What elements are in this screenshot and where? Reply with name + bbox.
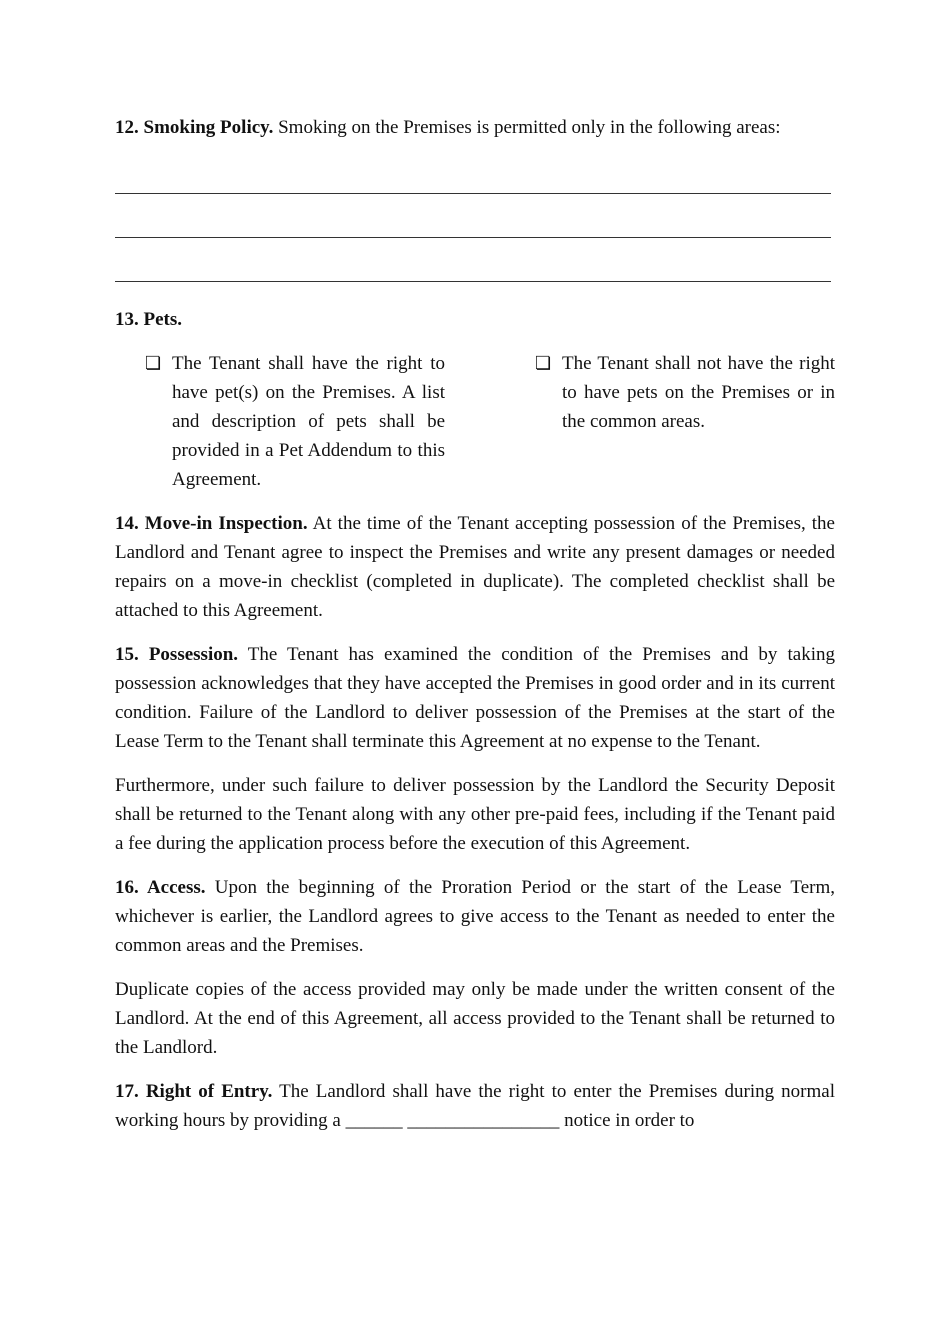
section-16-text: Upon the beginning of the Proration Period or the start of the Lease Term, whichever is earlier, the Landlord agrees to give access to the Tenant as needed to enter the common areas and the Premises.	[115, 877, 835, 956]
checkbox-icon[interactable]: ❏	[145, 353, 162, 374]
pets-options	[115, 349, 835, 494]
smoking-area-blank-line-3[interactable]	[115, 281, 831, 282]
section-16-heading: 16. Access.	[115, 877, 206, 898]
section-12-smoking-policy	[115, 113, 835, 142]
section-17-heading: 17. Right of Entry.	[115, 1081, 273, 1102]
section-13-heading	[115, 305, 835, 334]
document-body	[115, 113, 835, 1135]
checkbox-icon[interactable]: ❏	[535, 353, 552, 374]
section-12-heading: 12. Smoking Policy.	[115, 117, 274, 138]
section-15-paragraph-2: Furthermore, under such failure to deliver possession by the Landlord the Security Deposit shall be returned to the Tenant along with any other pre-paid fees, including if the Tenant paid a fee during the application process before the execution of this Agreement.	[115, 775, 835, 854]
pets-allowed-option[interactable]	[145, 349, 445, 494]
section-16-access	[115, 873, 835, 960]
section-17-right-of-entry	[115, 1077, 835, 1135]
section-16-paragraph-2: Duplicate copies of the access provided may only be made under the written consent of the Landlord. At the end of this Agreement, all access provided to the Tenant shall be returned to the Landlord.	[115, 979, 835, 1058]
section-15-heading: 15. Possession.	[115, 644, 239, 665]
section-13-title: 13. Pets.	[115, 309, 183, 330]
section-14-heading: 14. Move-in Inspection.	[115, 513, 308, 534]
pets-allowed-text: The Tenant shall have the right to have pet(s) on the Premises. A list and description of pets shall be provided in a Pet Addendum to this Agreement.	[172, 353, 445, 490]
section-15-possession	[115, 640, 835, 756]
section-14-text: At the time of the Tenant accepting possession of the Premises, the Landlord and Tenant agree to inspect the Premises and write any present damages or needed repairs on a move-in checklist (completed in duplicate). The completed checklist shall be attached to this Agreement.	[115, 513, 835, 621]
smoking-area-blank-line-1[interactable]	[115, 193, 831, 194]
section-12-text: Smoking on the Premises is permitted only in the following areas:	[273, 117, 781, 138]
pets-not-allowed-option[interactable]	[535, 349, 835, 494]
smoking-area-blank-line-2[interactable]	[115, 237, 831, 238]
section-14-move-in-inspection	[115, 509, 835, 625]
section-17-text: The Landlord shall have the right to enter the Premises during normal working hours by providing a ______ ________________ notice in order to	[115, 1081, 835, 1131]
section-15-text: The Tenant has examined the condition of the Premises and by taking possession acknowledges that they have accepted the Premises in good order and in its current condition. Failure of the Landlord to deliver possession of the Premises at the start of the Lease Term to the Tenant shall terminate this Agreement at no expense to the Tenant.	[115, 644, 835, 752]
pets-not-allowed-text: The Tenant shall not have the right to have pets on the Premises or in the common areas.	[562, 353, 835, 432]
